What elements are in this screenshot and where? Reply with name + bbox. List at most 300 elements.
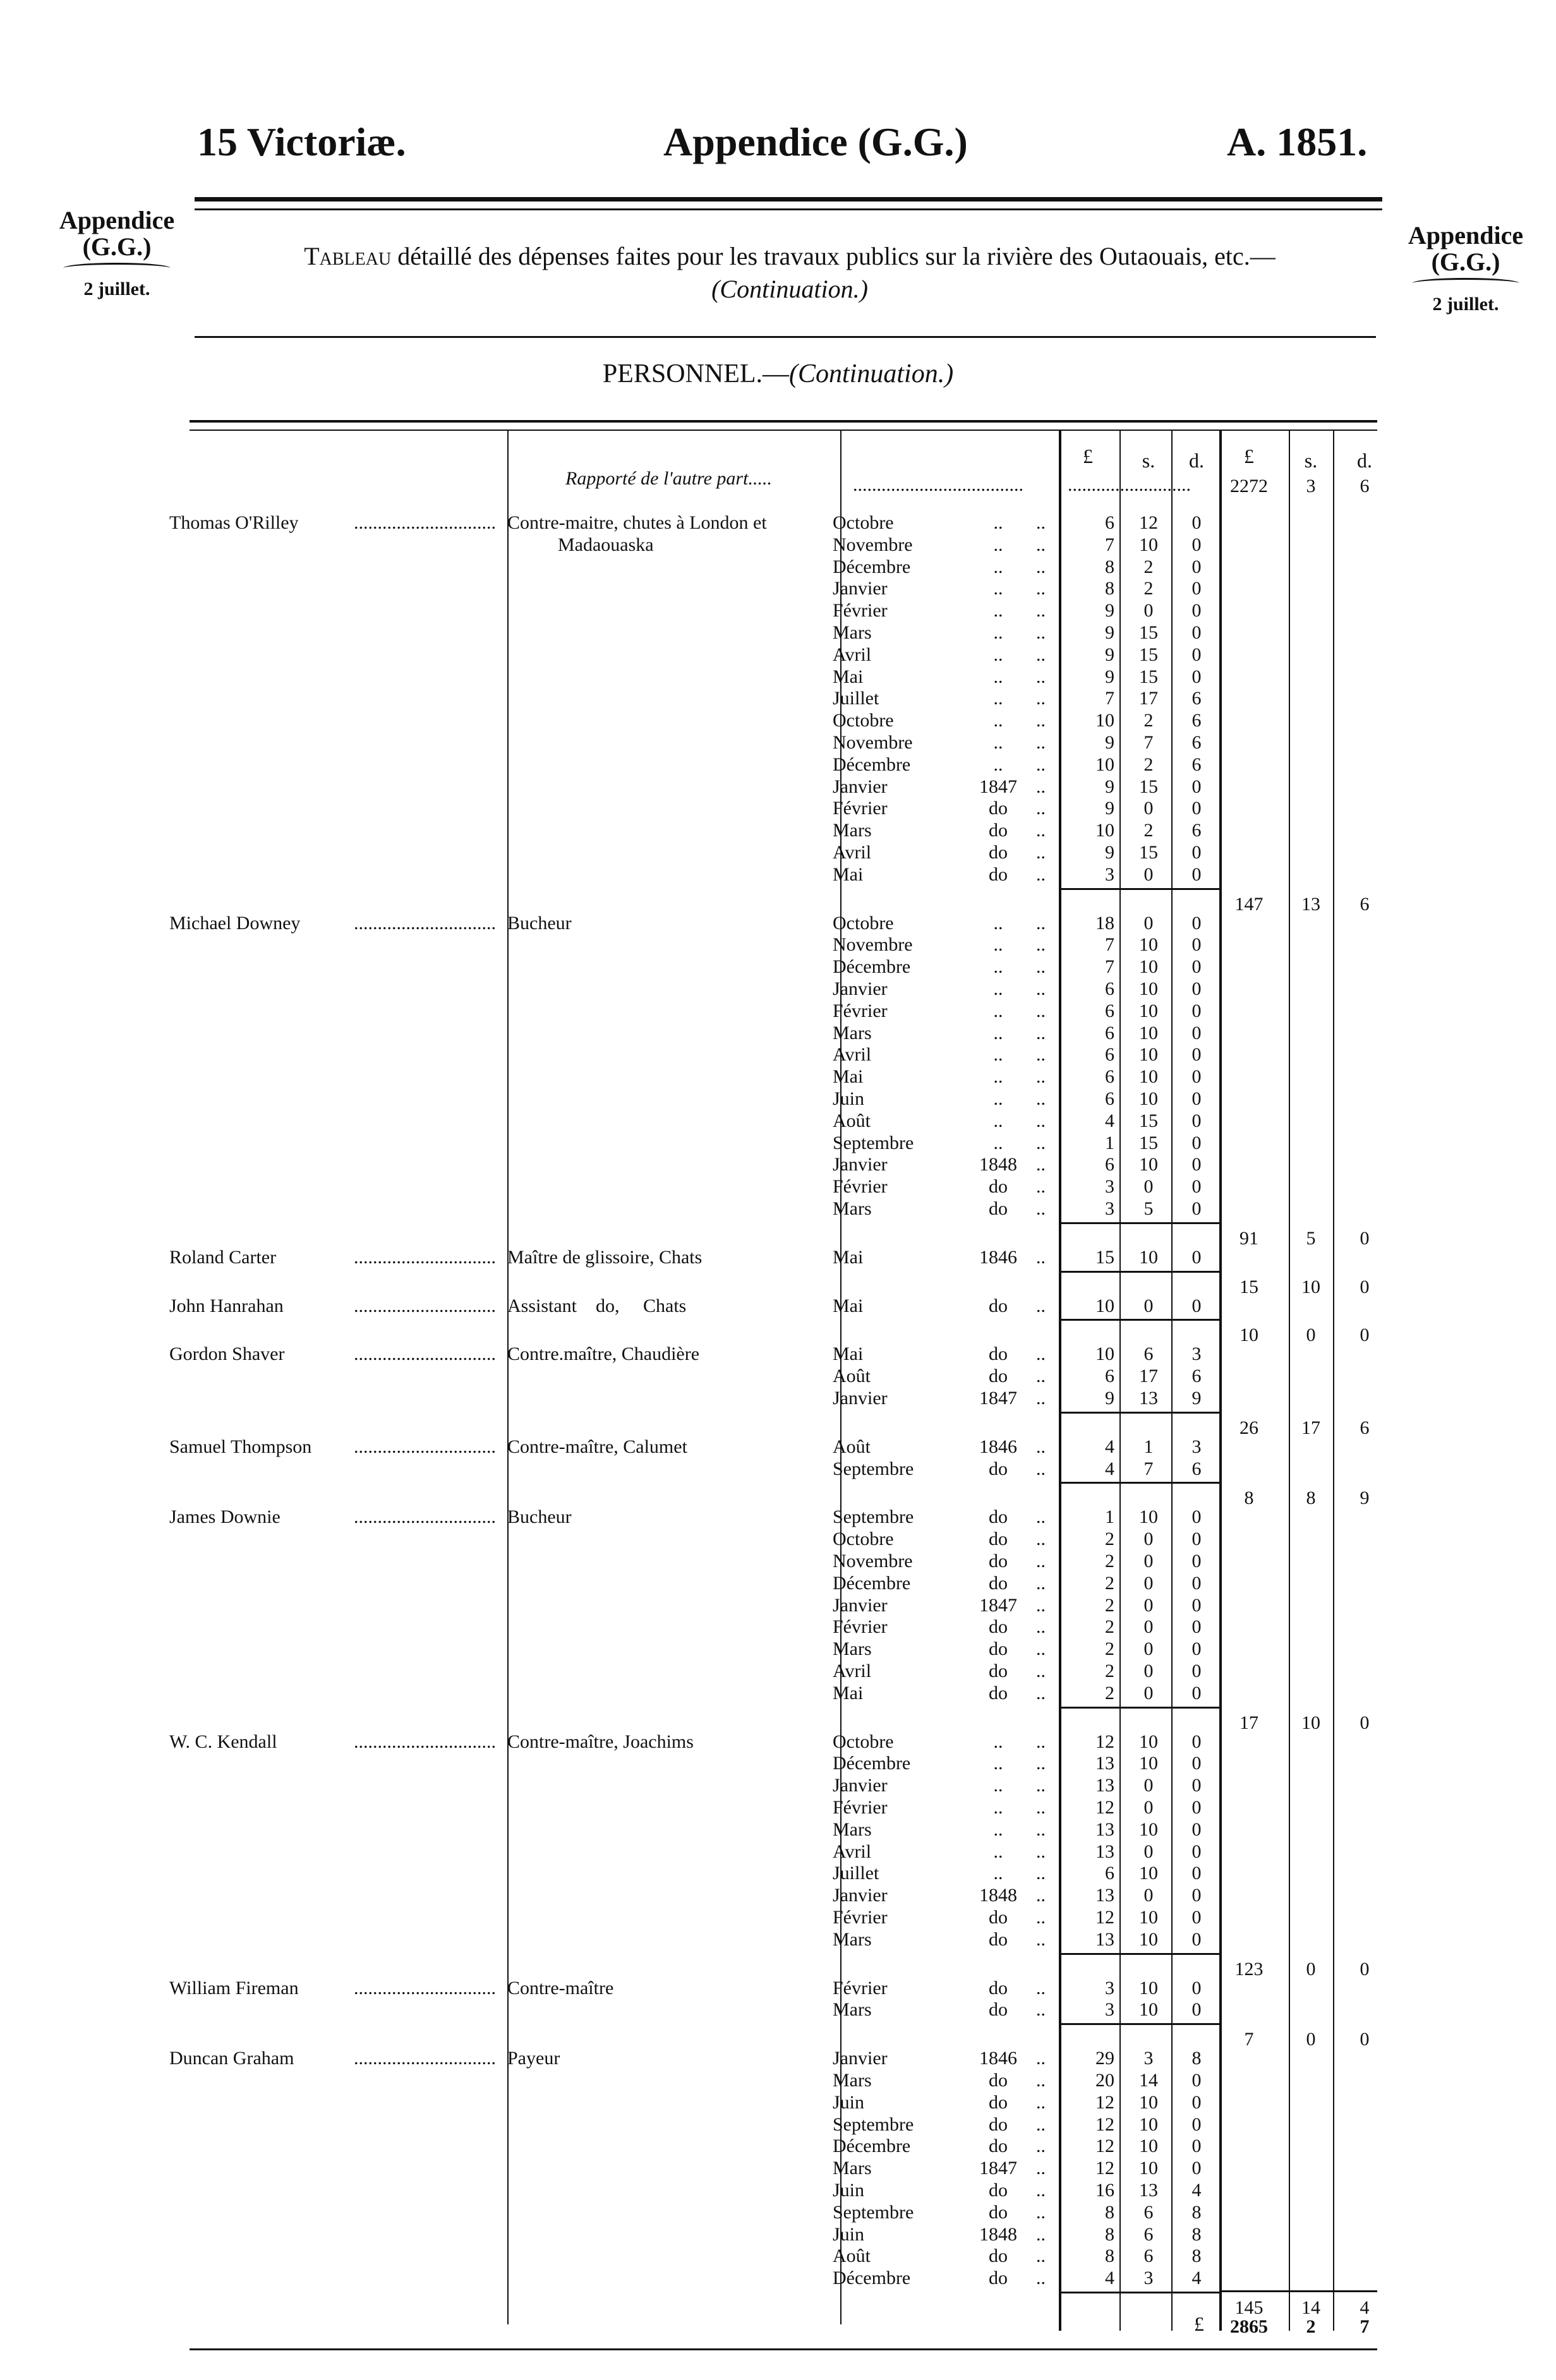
entry-pence: 0	[1191, 1977, 1202, 1998]
leader-dots: ..	[1036, 666, 1046, 687]
subtitle-continuation: (Continuation.)	[789, 359, 954, 388]
entry-pounds: 8	[1105, 2245, 1114, 2267]
leader-dots: ..	[1036, 556, 1046, 577]
table-bottom-rule	[190, 2348, 1377, 2350]
entry-shillings: 0	[1143, 798, 1154, 819]
entry-shillings: 10	[1139, 2136, 1158, 2157]
entry-pounds: 6	[1105, 1000, 1114, 1021]
entry-shillings: 10	[1139, 1506, 1158, 1528]
employee-total-shillings: 14	[1301, 2297, 1320, 2318]
entry-year: ..	[993, 534, 1003, 555]
entry-month: Octobre	[833, 1529, 894, 1550]
entry-year: ..	[993, 1066, 1003, 1088]
employee-total-pounds: 147	[1234, 893, 1263, 915]
entry-pence: 0	[1191, 2113, 1202, 2135]
entry-month: Octobre	[833, 710, 894, 731]
leader-dots: ..	[1036, 2048, 1046, 2069]
entry-year: do	[989, 1551, 1008, 1572]
entry-year: ..	[993, 512, 1003, 533]
employee-total-shillings: 0	[1306, 1958, 1316, 1980]
entry-shillings: 2	[1143, 556, 1154, 577]
entry-pounds: 16	[1095, 2180, 1114, 2201]
entry-month: Juillet	[833, 688, 879, 709]
leader-dots: ..	[1036, 2113, 1046, 2135]
leader-dots: ..	[1036, 1907, 1046, 1928]
entry-year: ..	[993, 688, 1003, 709]
entry-pence: 6	[1191, 1366, 1202, 1387]
entry-pounds: 12	[1095, 1731, 1114, 1752]
entry-pounds: 3	[1105, 1176, 1114, 1198]
leader-dots: ..............................	[354, 1295, 496, 1316]
employee-name: Thomas O'Rilley	[169, 512, 299, 533]
leader-dots: ..	[1036, 1529, 1046, 1550]
entry-month: Février	[833, 798, 888, 819]
carried-forward-pounds: 2272	[1230, 476, 1268, 496]
leader-dots: ..	[1036, 2091, 1046, 2113]
entry-pence: 0	[1191, 1529, 1202, 1550]
entry-year: do	[989, 1977, 1008, 1998]
entry-year: do	[989, 2180, 1008, 2201]
leader-dots: ..	[1036, 1863, 1046, 1884]
entry-pounds: 8	[1105, 556, 1114, 577]
entry-year: ..	[993, 912, 1003, 934]
entry-pounds: 2	[1105, 1661, 1114, 1681]
entry-pence: 0	[1191, 1682, 1202, 1704]
entry-month: Décembre	[833, 1572, 911, 1594]
entry-pence: 0	[1191, 1594, 1202, 1616]
entry-month: Décembre	[833, 754, 911, 775]
entry-pence: 0	[1191, 842, 1202, 863]
leader-dots: ..	[1036, 1154, 1046, 1175]
leader-dots: ..	[1036, 1343, 1046, 1365]
entry-pounds: 4	[1105, 1436, 1114, 1457]
employee-name: John Hanrahan	[169, 1295, 284, 1316]
employee-total-pence: 0	[1360, 1712, 1370, 1733]
leader-dots: ..............................	[354, 1246, 496, 1268]
leader-dots: ..............................	[354, 1977, 496, 1998]
entry-shillings: 10	[1139, 1928, 1158, 1950]
entry-shillings: 10	[1139, 2113, 1158, 2135]
leader-dots: ..	[1036, 1110, 1046, 1131]
entry-shillings: 6	[1143, 2245, 1154, 2267]
entry-pence: 0	[1191, 956, 1202, 978]
entry-pence: 0	[1191, 666, 1202, 687]
employee-role-cont: Madaouaska	[558, 534, 654, 555]
entry-month: Avril	[833, 842, 872, 863]
entry-pounds: 10	[1095, 820, 1114, 841]
leader-dots: ..	[1036, 934, 1046, 956]
entry-pounds: 8	[1105, 2201, 1114, 2223]
entry-month: Mars	[833, 1022, 872, 1043]
header-right: A. 1851.	[1227, 119, 1368, 164]
entry-pence: 0	[1191, 1246, 1202, 1268]
leader-dots: ..	[1036, 2245, 1046, 2267]
entry-year: do	[989, 863, 1008, 885]
header-center: Appendice (G.G.)	[663, 119, 968, 164]
entry-pence: 0	[1191, 1132, 1202, 1153]
entry-year: do	[989, 1907, 1008, 1928]
entry-pence: 0	[1191, 1110, 1202, 1131]
entry-pounds: 9	[1105, 666, 1114, 687]
entry-month: Septembre	[833, 2201, 914, 2223]
employee-role: Payeur	[507, 2048, 560, 2069]
entry-pounds: 12	[1095, 2091, 1114, 2113]
entry-year: ..	[993, 600, 1003, 622]
leader-dots: ....................................	[853, 474, 1023, 495]
entry-pence: 6	[1191, 754, 1202, 775]
margin-left-line1: Appendice	[59, 206, 175, 234]
entry-month: Janvier	[833, 578, 888, 599]
leader-dots: ..	[1036, 1246, 1046, 1268]
entry-shillings: 13	[1139, 2180, 1158, 2201]
header-pounds: £	[1083, 445, 1093, 467]
entry-pence: 0	[1191, 1907, 1202, 1928]
employee-role: Contre-maître	[507, 1977, 614, 1998]
entry-pence: 0	[1191, 2158, 1202, 2179]
entry-year: 1846	[979, 2048, 1017, 2069]
entry-year: ..	[993, 578, 1003, 599]
entry-pounds: 9	[1105, 798, 1114, 819]
entry-year: do	[989, 1638, 1008, 1660]
entry-shillings: 13	[1139, 1388, 1158, 1409]
entry-year: ..	[993, 1132, 1003, 1153]
entry-month: Novembre	[833, 934, 913, 956]
subtotal-rule	[1061, 1222, 1219, 1224]
employee-total-pounds: 7	[1244, 2029, 1254, 2050]
entry-pence: 0	[1191, 912, 1202, 934]
title-continuation: (Continuation.)	[711, 275, 868, 303]
leader-dots: ..	[1036, 1885, 1046, 1906]
entry-pounds: 9	[1105, 776, 1114, 797]
entry-pounds: 8	[1105, 2223, 1114, 2245]
leader-dots: ..	[1036, 688, 1046, 709]
leader-dots: ..	[1036, 1044, 1046, 1066]
entry-month: Mai	[833, 863, 864, 885]
entry-pence: 0	[1191, 978, 1202, 999]
entry-pence: 0	[1191, 863, 1202, 885]
entry-shillings: 0	[1143, 1661, 1154, 1681]
entry-pence: 6	[1191, 688, 1202, 709]
entry-pence: 8	[1191, 2245, 1202, 2267]
entry-year: ..	[993, 1044, 1003, 1066]
leader-dots: ..	[1036, 754, 1046, 775]
leader-dots: ..	[1036, 1594, 1046, 1616]
leader-dots: ..	[1036, 1066, 1046, 1088]
header-total-pounds: £	[1244, 445, 1254, 467]
entry-shillings: 10	[1139, 1977, 1158, 1998]
leader-dots: ..	[1036, 2180, 1046, 2201]
employee-name: William Fireman	[169, 1977, 299, 1998]
entry-month: Décembre	[833, 956, 911, 978]
entry-pence: 0	[1191, 512, 1202, 533]
entry-pounds: 2	[1105, 1551, 1114, 1572]
entry-year: 1847	[979, 1594, 1017, 1616]
entry-month: Décembre	[833, 556, 911, 577]
entry-month: Octobre	[833, 512, 894, 533]
entry-shillings: 10	[1139, 1044, 1158, 1066]
leader-dots: ..	[1036, 912, 1046, 934]
entry-year: do	[989, 2091, 1008, 2113]
entry-pence: 0	[1191, 556, 1202, 577]
leader-dots: ..	[1036, 1661, 1046, 1681]
entry-pounds: 13	[1095, 1841, 1114, 1862]
entry-pounds: 6	[1105, 1088, 1114, 1109]
entry-pounds: 13	[1095, 1928, 1114, 1950]
entry-pence: 0	[1191, 534, 1202, 555]
entry-year: ..	[993, 978, 1003, 999]
employee-name: Michael Downey	[169, 912, 301, 934]
leader-dots: ..	[1036, 1999, 1046, 2021]
employee-role: Contre-maître, Joachims	[507, 1731, 694, 1752]
leader-dots: ..	[1036, 1818, 1046, 1840]
entry-pence: 0	[1191, 644, 1202, 665]
entry-month: Mai	[833, 1246, 864, 1268]
entry-shillings: 0	[1143, 1797, 1154, 1818]
col-rule-name	[507, 430, 509, 2324]
col-rule-shillings	[1171, 430, 1173, 2331]
entry-pounds: 13	[1095, 1818, 1114, 1840]
section-subtitle	[0, 359, 1556, 389]
entry-pence: 6	[1191, 732, 1202, 753]
entry-pence: 0	[1191, 1863, 1202, 1884]
entry-pounds: 3	[1105, 1198, 1114, 1219]
entry-pounds: 20	[1095, 2070, 1114, 2091]
employee-total-pence: 0	[1360, 1958, 1370, 1980]
entry-month: Novembre	[833, 534, 913, 555]
entry-shillings: 0	[1143, 912, 1154, 934]
leader-dots: ..	[1036, 710, 1046, 731]
entry-pounds: 12	[1095, 1797, 1114, 1818]
entry-shillings: 15	[1139, 842, 1158, 863]
entry-shillings: 10	[1139, 1154, 1158, 1175]
entry-shillings: 15	[1139, 644, 1158, 665]
leader-dots: ..	[1036, 2268, 1046, 2289]
leader-dots: ..............................	[354, 512, 496, 533]
employee-total-pounds: 15	[1239, 1276, 1258, 1297]
entry-month: Mai	[833, 1343, 864, 1365]
margin-note-left	[51, 207, 183, 303]
entry-year: do	[989, 1682, 1008, 1704]
leader-dots: ..	[1036, 1295, 1046, 1316]
leader-dots: ..	[1036, 1682, 1046, 1704]
entry-pence: 0	[1191, 1616, 1202, 1638]
entry-shillings: 5	[1143, 1198, 1154, 1219]
entry-year: ..	[993, 934, 1003, 956]
entry-pounds: 9	[1105, 622, 1114, 643]
entry-shillings: 7	[1143, 1458, 1154, 1479]
entry-year: ..	[993, 754, 1003, 775]
leader-dots: ..	[1036, 1022, 1046, 1043]
entry-month: Janvier	[833, 1154, 888, 1175]
entry-month: Mars	[833, 820, 872, 841]
entry-year: ..	[993, 1775, 1003, 1796]
entry-month: Avril	[833, 1661, 872, 1681]
entry-month: Décembre	[833, 2136, 911, 2157]
entry-year: 1847	[979, 1388, 1017, 1409]
leader-dots: ..	[1036, 622, 1046, 643]
entry-pounds: 18	[1095, 912, 1114, 934]
col-rule-pounds	[1119, 430, 1121, 2331]
employee-total-shillings: 10	[1301, 1712, 1320, 1733]
leader-dots: ..	[1036, 578, 1046, 599]
entry-month: Mai	[833, 666, 864, 687]
leader-dots: ..	[1036, 2201, 1046, 2223]
entry-pence: 4	[1191, 2268, 1202, 2289]
entry-month: Juin	[833, 1088, 865, 1109]
entry-pounds: 9	[1105, 1388, 1114, 1409]
entry-year: do	[989, 1572, 1008, 1594]
subtotal-rule	[1061, 1953, 1219, 1955]
entry-pence: 0	[1191, 1928, 1202, 1950]
entry-year: ..	[993, 556, 1003, 577]
employee-total-shillings: 13	[1301, 893, 1320, 915]
leader-dots: ..	[1036, 1753, 1046, 1774]
table-top-rule	[190, 420, 1377, 423]
leader-dots: ..	[1036, 1977, 1046, 1998]
title-text: détaillé des dépenses faites pour les travaux publics sur la rivière des Outaouais, etc.—	[391, 242, 1276, 270]
entry-pence: 0	[1191, 1295, 1202, 1316]
entry-year: do	[989, 2245, 1008, 2267]
entry-month: Janvier	[833, 1388, 888, 1409]
entry-year: ..	[993, 1088, 1003, 1109]
entry-month: Mai	[833, 1295, 864, 1316]
subtotal-rule	[1061, 1482, 1219, 1484]
leader-dots: ..	[1036, 1928, 1046, 1950]
entry-pounds: 4	[1105, 2268, 1114, 2289]
entry-pounds: 6	[1105, 512, 1114, 533]
entry-month: Février	[833, 1176, 888, 1198]
entry-pence: 0	[1191, 2136, 1202, 2157]
entry-shillings: 0	[1143, 1682, 1154, 1704]
leader-dots: ..............................	[354, 1731, 496, 1752]
margin-right-line1: Appendice	[1408, 221, 1524, 249]
leader-dots: ..	[1036, 512, 1046, 533]
title-rule	[195, 336, 1376, 338]
subtotal-rule	[1061, 1319, 1219, 1321]
entry-shillings: 7	[1143, 732, 1154, 753]
leader-dots: ..	[1036, 1366, 1046, 1387]
entry-pence: 0	[1191, 1506, 1202, 1528]
entry-shillings: 10	[1139, 1999, 1158, 2021]
entry-pounds: 9	[1105, 600, 1114, 622]
entry-shillings: 6	[1143, 2223, 1154, 2245]
employee-total-shillings: 5	[1306, 1227, 1316, 1249]
entry-pence: 8	[1191, 2223, 1202, 2245]
entry-shillings: 1	[1143, 1436, 1154, 1457]
entry-pounds: 15	[1095, 1246, 1114, 1268]
employee-role: Maître de glissoire, Chats	[507, 1246, 703, 1268]
leader-dots: ..........................	[1068, 474, 1191, 495]
entry-shillings: 3	[1143, 2048, 1154, 2069]
entry-pounds: 1	[1105, 1132, 1114, 1153]
entry-pounds: 9	[1105, 732, 1114, 753]
entry-pence: 0	[1191, 1088, 1202, 1109]
grand-total-currency: £	[1194, 2312, 1204, 2335]
employee-total-pence: 0	[1360, 2029, 1370, 2050]
entry-pounds: 13	[1095, 1885, 1114, 1906]
entry-year: ..	[993, 1731, 1003, 1752]
leader-dots: ..	[1036, 842, 1046, 863]
entry-month: Février	[833, 1977, 888, 1998]
entry-month: Juin	[833, 2091, 865, 2113]
entry-month: Août	[833, 2245, 871, 2267]
entry-pounds: 13	[1095, 1753, 1114, 1774]
entry-year: 1848	[979, 1154, 1017, 1175]
title-lead: Tableau	[304, 242, 392, 270]
entry-year: ..	[993, 710, 1003, 731]
entry-shillings: 0	[1143, 1594, 1154, 1616]
grand-total-pence: 7	[1360, 2316, 1370, 2337]
entry-month: Février	[833, 1797, 888, 1818]
entry-pounds: 10	[1095, 710, 1114, 731]
entry-shillings: 2	[1143, 820, 1154, 841]
entry-pounds: 2	[1105, 1638, 1114, 1660]
entry-year: do	[989, 1198, 1008, 1219]
entry-pounds: 1	[1105, 1506, 1114, 1528]
employee-role: Contre.maître, Chaudière	[507, 1343, 700, 1365]
employee-total-pounds: 123	[1234, 1958, 1263, 1980]
leader-dots: ..	[1036, 978, 1046, 999]
header-total-shillings: s.	[1304, 449, 1318, 472]
entry-year: ..	[993, 1797, 1003, 1818]
entry-pence: 0	[1191, 1638, 1202, 1660]
leader-dots: ..	[1036, 1132, 1046, 1153]
entry-year: do	[989, 1928, 1008, 1950]
entry-shillings: 10	[1139, 1863, 1158, 1884]
entry-year: do	[989, 2113, 1008, 2135]
entry-pence: 0	[1191, 1176, 1202, 1198]
header-total-pence: d.	[1357, 449, 1372, 472]
entry-shillings: 10	[1139, 1246, 1158, 1268]
employee-total-pence: 0	[1360, 1325, 1370, 1346]
leader-dots: ..	[1036, 1088, 1046, 1109]
entry-year: ..	[993, 732, 1003, 753]
entry-month: Décembre	[833, 2268, 911, 2289]
leader-dots: ..............................	[354, 1343, 496, 1365]
entry-pence: 0	[1191, 1885, 1202, 1906]
margin-right-line2: (G.G.)	[1431, 248, 1500, 276]
leader-dots: ..	[1036, 1775, 1046, 1796]
entry-year: ..	[993, 1818, 1003, 1840]
leader-dots: ..	[1036, 2136, 1046, 2157]
leader-dots: ..	[1036, 820, 1046, 841]
entry-month: Novembre	[833, 1551, 913, 1572]
entry-shillings: 10	[1139, 2158, 1158, 2179]
entry-month: Mars	[833, 2158, 872, 2179]
entry-pounds: 10	[1095, 1343, 1114, 1365]
table-title	[190, 240, 1390, 306]
entry-shillings: 10	[1139, 1066, 1158, 1088]
entry-year: ..	[993, 1000, 1003, 1021]
entry-month: Août	[833, 1110, 871, 1131]
entry-year: do	[989, 798, 1008, 819]
entry-pounds: 7	[1105, 956, 1114, 978]
entry-shillings: 15	[1139, 1110, 1158, 1131]
entry-shillings: 17	[1139, 688, 1158, 709]
leader-dots: ..	[1036, 1731, 1046, 1752]
employee-total-pounds: 10	[1239, 1325, 1258, 1346]
entry-shillings: 10	[1139, 956, 1158, 978]
entry-month: Février	[833, 1000, 888, 1021]
entry-month: Novembre	[833, 732, 913, 753]
entry-pence: 4	[1191, 2180, 1202, 2201]
carried-forward-shillings: 3	[1306, 476, 1316, 496]
carried-forward-pence: 6	[1360, 476, 1370, 496]
entry-shillings: 10	[1139, 1731, 1158, 1752]
employee-total-pence: 6	[1360, 893, 1370, 915]
leader-dots: ..	[1036, 1551, 1046, 1572]
entry-year: 1848	[979, 1885, 1017, 1906]
